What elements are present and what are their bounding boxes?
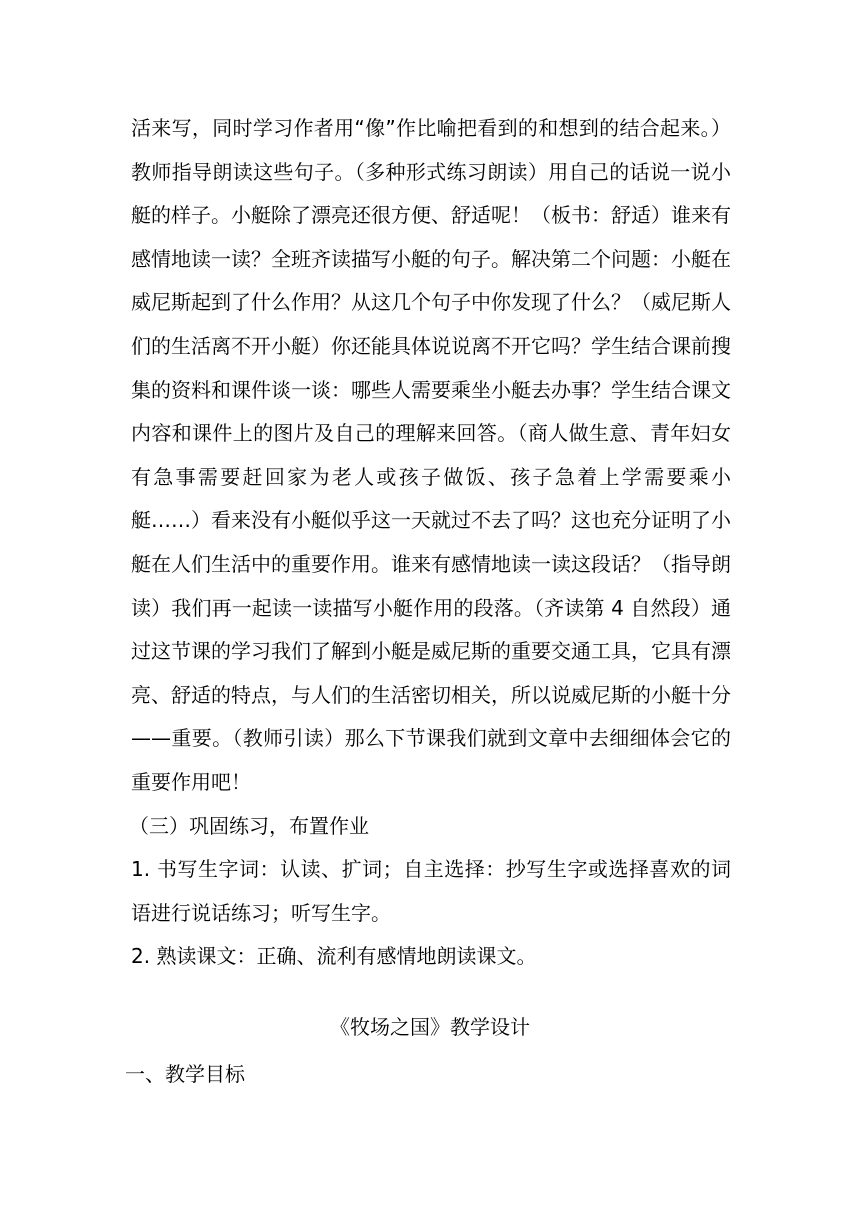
paragraph-line: ——重要。（教师引读）那么下节课我们就到文章中去细细体会它的	[131, 726, 731, 750]
next-section-heading: 一、教学目标	[125, 1062, 245, 1086]
paragraph-line: 过这节课的学习我们了解到小艇是威尼斯的重要交通工具，它具有漂	[131, 639, 731, 663]
next-lesson-title: 《牧场之国》教学设计	[330, 1015, 530, 1039]
homework-item-1: 1. 书写生字词：认读、扩词；自主选择：抄写生字或选择喜欢的词	[131, 857, 731, 881]
paragraph-line: 亮、舒适的特点，与人们的生活密切相关，所以说威尼斯的小艇十分	[131, 683, 731, 707]
paragraph-line: 教师指导朗读这些句子。（多种形式练习朗读）用自己的话说一说小	[131, 160, 731, 184]
paragraph-line: 内容和课件上的图片及自己的理解来回答。（商人做生意、青年妇女	[131, 421, 731, 445]
paragraph-line: 读）我们再一起读一读描写小艇作用的段落。（齐读第 4 自然段）通	[131, 596, 731, 620]
paragraph-line: 有急事需要赶回家为老人或孩子做饭、孩子急着上学需要乘小	[131, 465, 731, 489]
paragraph-line: 艇……）看来没有小艇似乎这一天就过不去了吗？这也充分证明了小	[131, 508, 731, 532]
paragraph-line: 活来写，同时学习作者用“像”作比喻把看到的和想到的结合起来。）	[131, 116, 731, 140]
paragraph-line: 艇在人们生活中的重要作用。谁来有感情地读一读这段话？（指导朗	[131, 552, 731, 576]
paragraph-line: 重要作用吧！	[131, 770, 251, 794]
section-heading: （三）巩固练习，布置作业	[129, 814, 369, 838]
paragraph-line: 艇的样子。小艇除了漂亮还很方便、舒适呢！（板书：舒适）谁来有	[131, 203, 731, 227]
paragraph-line: 威尼斯起到了什么作用？从这几个句子中你发现了什么？（威尼斯人	[131, 290, 731, 314]
paragraph-line: 们的生活离不开小艇）你还能具体说说离不开它吗？学生结合课前搜	[131, 334, 731, 358]
paragraph-line: 感情地读一读？全班齐读描写小艇的句子。解决第二个问题：小艇在	[131, 247, 731, 271]
paragraph-line: 集的资料和课件谈一谈：哪些人需要乘坐小艇去办事？学生结合课文	[131, 378, 731, 402]
homework-item-2: 2. 熟读课文：正确、流利有感情地朗读课文。	[131, 944, 537, 968]
homework-item-1-continued: 语进行说话练习；听写生字。	[131, 901, 391, 925]
